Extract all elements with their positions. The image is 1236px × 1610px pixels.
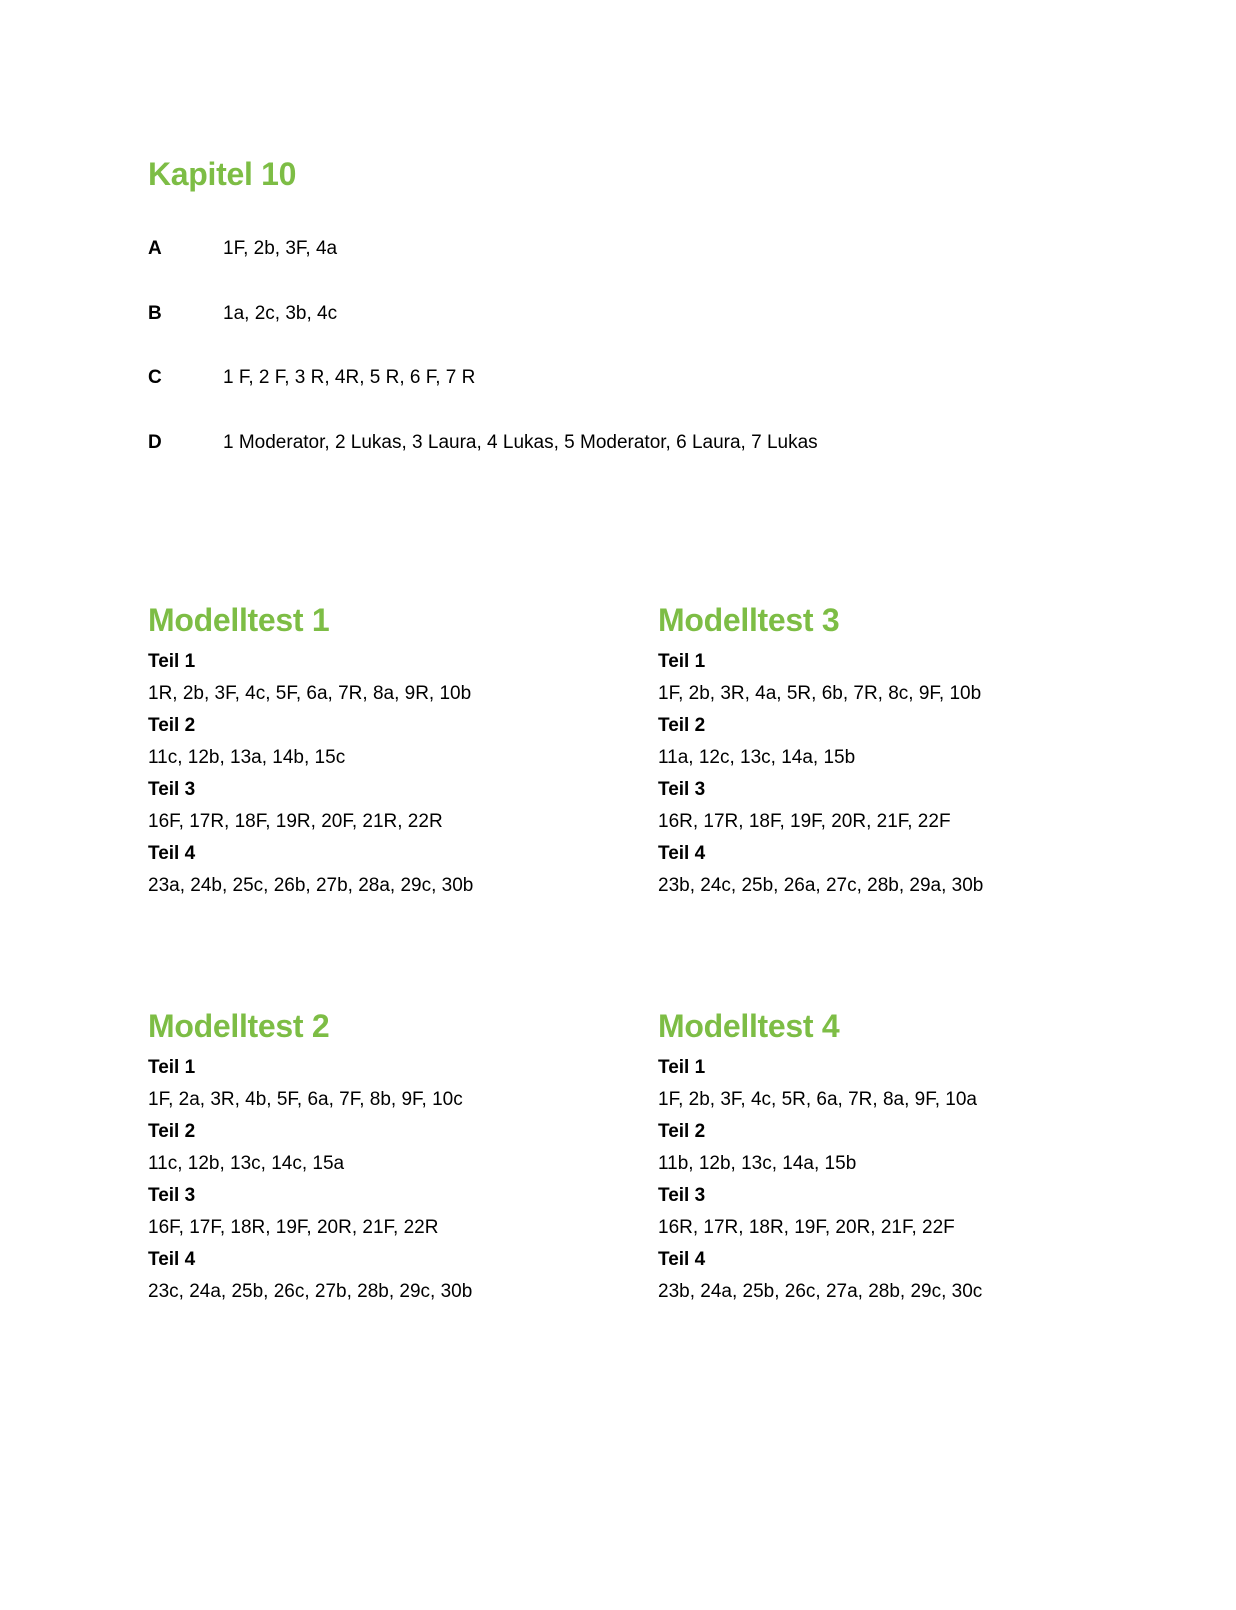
teil-label: Teil 3 (148, 1185, 196, 1206)
teil-label: Teil 1 (148, 1057, 196, 1078)
modelltest-3-block (658, 600, 1138, 902)
teil-answers: 1F, 2a, 3R, 4b, 5F, 6a, 7F, 8b, 9F, 10c (148, 1089, 463, 1110)
modelltest-1-block (148, 600, 628, 902)
teil-label: Teil 2 (658, 1121, 706, 1142)
teil-label: Teil 3 (148, 779, 196, 800)
teil-answers: 11c, 12b, 13a, 14b, 15c (148, 747, 346, 768)
teil-label: Teil 3 (658, 779, 706, 800)
teil-answers: 23b, 24c, 25b, 26a, 27c, 28b, 29a, 30b (658, 875, 984, 896)
teil-answers: 11b, 12b, 13c, 14a, 15b (658, 1153, 857, 1174)
modelltest-4-block (658, 1006, 1138, 1308)
modelltest-title: Modelltest 3 (658, 602, 840, 638)
row-label-c: C (148, 367, 162, 388)
row-value-c: 1 F, 2 F, 3 R, 4R, 5 R, 6 F, 7 R (223, 367, 476, 388)
teil-label: Teil 4 (148, 843, 196, 864)
teil-label: Teil 3 (658, 1185, 706, 1206)
teil-answers: 23b, 24a, 25b, 26c, 27a, 28b, 29c, 30c (658, 1281, 983, 1302)
teil-answers: 23c, 24a, 25b, 26c, 27b, 28b, 29c, 30b (148, 1281, 473, 1302)
teil-label: Teil 4 (658, 1249, 706, 1270)
teil-label: Teil 2 (148, 715, 196, 736)
teil-answers: 1F, 2b, 3R, 4a, 5R, 6b, 7R, 8c, 9F, 10b (658, 683, 982, 704)
teil-label: Teil 2 (148, 1121, 196, 1142)
teil-label: Teil 4 (658, 843, 706, 864)
modelltest-title: Modelltest 4 (658, 1008, 840, 1044)
row-value-b: 1a, 2c, 3b, 4c (223, 303, 338, 324)
row-label-b: B (148, 303, 162, 324)
teil-answers: 16F, 17F, 18R, 19F, 20R, 21F, 22R (148, 1217, 439, 1238)
teil-answers: 11c, 12b, 13c, 14c, 15a (148, 1153, 345, 1174)
teil-answers: 23a, 24b, 25c, 26b, 27b, 28a, 29c, 30b (148, 875, 474, 896)
teil-label: Teil 2 (658, 715, 706, 736)
teil-answers: 11a, 12c, 13c, 14a, 15b (658, 747, 856, 768)
modelltest-title: Modelltest 2 (148, 1008, 330, 1044)
teil-label: Teil 4 (148, 1249, 196, 1270)
row-value-d: 1 Moderator, 2 Lukas, 3 Laura, 4 Lukas, 5 Moderator, 6 Laura, 7 Lukas (223, 432, 818, 453)
teil-answers: 1F, 2b, 3F, 4c, 5R, 6a, 7R, 8a, 9F, 10a (658, 1089, 977, 1110)
teil-answers: 16R, 17R, 18F, 19F, 20R, 21F, 22F (658, 811, 951, 832)
teil-label: Teil 1 (148, 651, 196, 672)
row-value-a: 1F, 2b, 3F, 4a (223, 238, 338, 259)
teil-answers: 16F, 17R, 18F, 19R, 20F, 21R, 22R (148, 811, 443, 832)
teil-label: Teil 1 (658, 651, 706, 672)
modelltest-2-block (148, 1006, 628, 1308)
row-label-d: D (148, 432, 162, 453)
teil-answers: 16R, 17R, 18R, 19F, 20R, 21F, 22F (658, 1217, 955, 1238)
modelltest-title: Modelltest 1 (148, 602, 330, 638)
teil-answers: 1R, 2b, 3F, 4c, 5F, 6a, 7R, 8a, 9R, 10b (148, 683, 472, 704)
row-label-a: A (148, 238, 162, 259)
kapitel-title: Kapitel 10 (148, 156, 297, 192)
teil-label: Teil 1 (658, 1057, 706, 1078)
